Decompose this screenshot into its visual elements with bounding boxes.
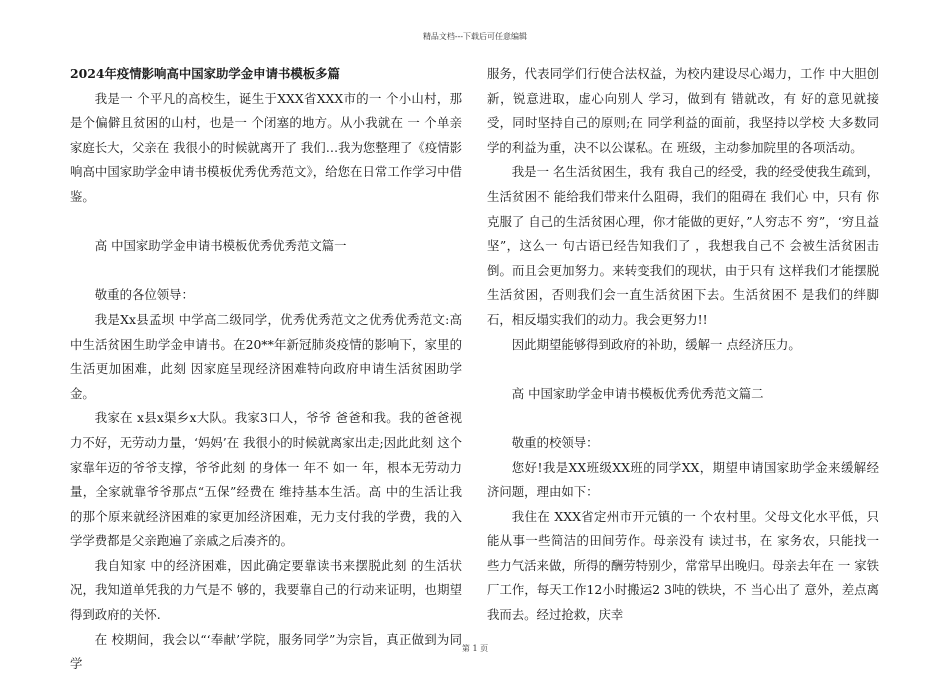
body-paragraph: 我住在 XXX省定州市开元镇的一 个农村里。父母文化水平低，只能从事一些简洁的田间劳作。母亲没有 读过书，在 家务农，只能找一 些力气活来做，所得的酬劳特别少，常常早出晚归。母亲去年在 一 家铁厂工作，每天工作12小时搬运2 3吨的铁块，不 当心出了 意外，差点离我而去。经过抢救，庆幸 [487,508,879,623]
right-column [487,62,879,628]
section-heading-2: 高 中国家助学金申请书模板优秀优秀范文篇二 [511,385,764,401]
salutation-2: 敬重的校领导： [511,434,599,450]
intro-paragraph: 我是一 个平凡的高校生，诞生于XXX省XXX市的一 个小山村，那是个偏僻且贫困的山村，也是一 个闭塞的地方。从小我就在 一 个单亲家庭长大，父亲在 我很小的时候就离开了 我们…我为您整理了《疫情影响高中国家助学金申请书模板优秀优秀范文》，给您在日常工作学习中借鉴。 [70,90,462,204]
body-paragraph: 在 校期间，我会以“‘奉献’学院，服务同学”为宗旨，真正做到为同学 [70,631,462,672]
body-paragraph: 服务，代表同学们行使合法权益，为校内建设尽心竭力，工作 中大胆创新，锐意进取，虚心向别人 学习，做到有 错就改，有 好的意见就接受，同时坚持自己的原则;在 同学利益的面前，我坚持以学校 大多数同学的利益为重，决不以公谋私。在 班级，主动参加院里的各项活动。 [487,66,879,155]
body-paragraph: 我是Xx县孟坝 中学高二级同学，优秀优秀范文之优秀优秀范文:高 中生活贫困生助学金申请书。在20**年新冠肺炎疫情的影响下，家里的生活更加困难，此刻 因家庭呈现经济困难特向政府申请生活贫困助学金。 [70,311,462,401]
body-paragraph: 因此期望能够得到政府的补助，缓解一 点经济压力。 [511,336,801,352]
body-paragraph: 我自知家 中的经济困难，因此确定要靠读书来摆脱此刻 的生活状况，我知道单凭我的力气是不 够的，我要靠自己的行动来证明，也期望得到政府的关怀. [70,557,462,623]
body-paragraph: 我家在 x县x渠乡x大队。我家3口人，爷爷 爸爸和我。我的爸爸视力不好，无劳动力量，‘妈妈’在 我很小的时候就离家出走;因此此刻 这个家靠年迈的爷爷支撑，爷爷此刻 的身体一 年不 如一 年，根本无劳动力量，全家就靠爷爷那点“五保”经费在 维持基本生活。高 中的生活让我的那个原来就经济困难的家更加经济困难，无力支付我的学费，我的入学学费都是父亲跑遍了亲戚之后凑齐的。 [70,410,462,549]
salutation-1: 敬重的各位领导： [94,287,194,303]
spacer [70,259,462,284]
spacer [487,406,879,431]
body-paragraph: 您好!我是XX班级XX班的同学XX，期望申请国家助学金来缓解经济问题，理由如下： [487,459,879,500]
page-header: 精品文档---下载后可任意编辑 [422,32,528,41]
body-paragraph: 我是一 名生活贫困生，我有 我自己的经受，我的经受使我生疏到，生活贫困不 能给我们带来什么阻碍，我们的阻碍在 我们心 中，只有 你克服了 自己的生活贫困心理，你才能做的更好，”人穷志不 穷”，‘穷且益坚”，这么一 句古语已经告知我们了 ，我想我自己不 会被生活贫困击倒。而且会更加努力。来转变我们的现状，由于只有 这样我们才能摆脱生活贫困，否则我们会一直生活贫困下去。生活贫困不 是我们的绊脚石，相反塌实我们的动力。我会更努力!! [487,164,880,327]
left-column [70,62,462,677]
page-footer: 第 1 页 [461,644,489,653]
spacer [487,357,879,382]
section-heading-1: 高 中国家助学金申请书模板优秀优秀范文篇一 [94,238,347,254]
document-title: 2024年疫情影响高中国家助学金申请书模板多篇 [70,66,340,81]
spacer [70,210,462,235]
